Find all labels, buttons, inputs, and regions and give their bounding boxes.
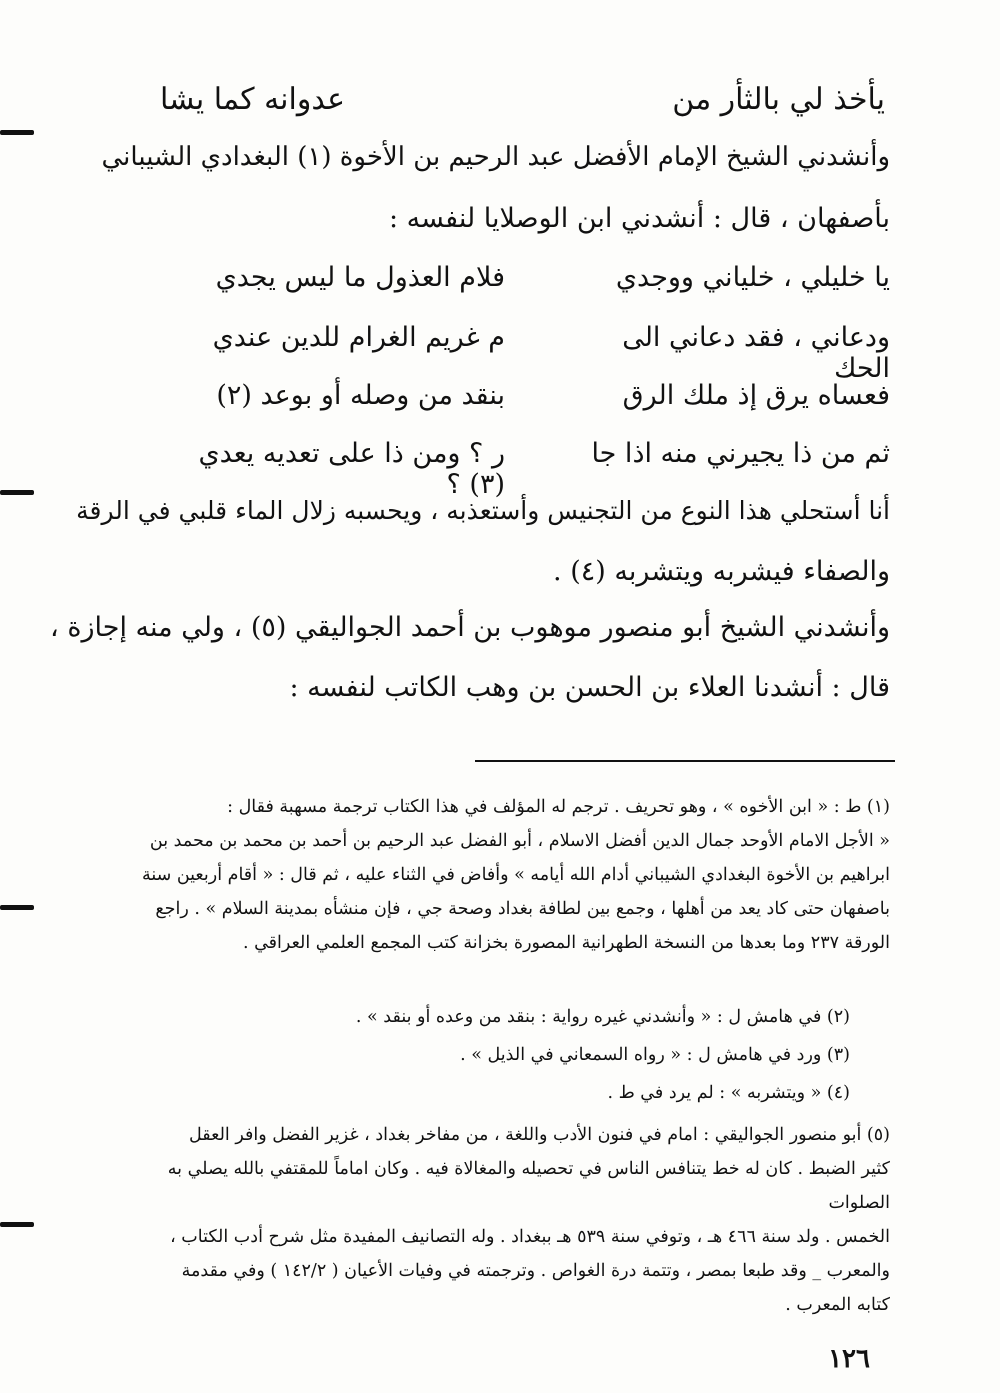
poem-hemistich-second: فلام العذول ما ليس يجدي (215, 262, 505, 293)
footnote-line: (١) ط : « ابن الأخوه » ، وهو تحريف . ترجم له المؤلف في هذا الكتاب ترجمة مسهبة فقال : (227, 797, 890, 817)
body-line: أنا أستحلي هذا النوع من التجنيس وأستعذبه ، ويحسبه زلال الماء قلبي في الرقة (76, 496, 890, 525)
poem-couplet (165, 322, 890, 384)
body-line: قال : أنشدنا العلاء بن الحسن بن وهب الكاتب لنفسه : (289, 672, 890, 703)
footnote-line: (٤) « ويتشربه » : لم يرد في ط . (607, 1083, 850, 1103)
poem-hemistich-second: ر ؟ ومن ذا على تعديه يعدي (٣) ؟ (198, 438, 505, 500)
poem-hemistich-first: ثم من ذا يجيرني منه اذا جا (591, 438, 890, 469)
poem-couplet (165, 262, 890, 293)
footnote-line: « الأجل الامام الأوحد جمال الدين أفضل الاسلام ، أبو الفضل عبد الرحيم بن أحمد بن محمد بن محمد بن (149, 831, 890, 851)
footnote-5 (110, 1118, 890, 1322)
body-line: بأصفهان ، قال : أنشدني ابن الوصلايا لنفسه : (388, 203, 890, 234)
poem-couplet (165, 380, 890, 411)
body-line: وأنشدني الشيخ الإمام الأفضل عبد الرحيم بن الأخوة (١) البغدادي الشيباني (101, 142, 890, 172)
poem-couplet (165, 438, 890, 500)
margin-mark (0, 130, 34, 135)
margin-mark (0, 490, 34, 495)
footnote-line: الخمس . ولد سنة ٤٦٦ هـ ، وتوفي سنة ٥٣٩ هـ ببغداد . وله التصانيف المفيدة مثل شرح أدب الكتاب ، (170, 1227, 890, 1247)
verse-hemistich-2: عدوانه كما يشا (160, 82, 345, 117)
poem-hemistich-first: ودعاني ، فقد دعاني الى الحك (622, 322, 890, 384)
poem-hemistich-second: بنقد من وصله أو بوعد (٢) (216, 380, 505, 411)
margin-mark (0, 905, 34, 910)
footnote-line: (٥) أبو منصور الجواليقي : امام في فنون الأدب واللغة ، من مفاخر بغداد ، غزير الفضل وافر العقل (189, 1125, 890, 1145)
footnote-line: كثير الضبط . كان له خط يتنافس الناس في تحصيله والمغالاة فيه . وكان اماماً للمقتفي بالله يصلي به الصلوات (167, 1159, 890, 1213)
margin-mark (0, 1222, 34, 1227)
verse-hemistich-1: يأخذ لي بالثأر من (672, 82, 885, 117)
poem-hemistich-second: م غريم الغرام للدين عندي (212, 322, 505, 353)
footnote-1 (110, 790, 890, 960)
footnote-2 (110, 1000, 890, 1034)
footnote-line: والمعرب _ وقد طبعا بمصر ، وتتمة درة الغواص . وترجمته في وفيات الأعيان ( ١٤٢/٢ ) وفي مقدمة (181, 1261, 890, 1281)
footnote-line: الورقة ٢٣٧ وما بعدها من النسخة الطهرانية المصورة بخزانة كتب المجمع العلمي العراقي . (242, 933, 890, 953)
poem-hemistich-first: يا خليلي ، خلياني ووجدي (615, 262, 890, 293)
opening-verse (160, 82, 885, 117)
footnote-line: (٣) ورد في هامش ل : « رواه السمعاني في الذيل » . (460, 1045, 850, 1065)
body-line: وأنشدني الشيخ أبو منصور موهوب بن أحمد الجواليقي (٥) ، ولي منه إجازة ، (50, 612, 890, 643)
footnote-3 (110, 1038, 890, 1072)
page-number: ١٢٦ (828, 1344, 870, 1374)
footnote-4 (110, 1076, 890, 1110)
footnote-line: كتابه المعرب . (785, 1295, 890, 1315)
footnote-separator (475, 760, 895, 762)
footnote-line: باصفهان حتى كاد يعد من أهلها ، وجمع بين لطافة بغداد وصحة جي ، فإن منشأه بمدينة السلام » . راجع (155, 899, 890, 919)
poem-hemistich-first: فعساه يرق إذ ملك الرق (622, 380, 890, 411)
body-line: والصفاء فيشربه ويتشربه (٤) . (553, 556, 890, 587)
footnote-line: (٢) في هامش ل : « وأنشدني غيره رواية : بنقد من وعده أو بنقد » . (355, 1007, 850, 1027)
footnote-line: ابراهيم بن الأخوة البغدادي الشيباني أدام الله أيامه » وأفاض في الثناء عليه ، ثم قال : « أقام أربعين سنة (141, 865, 890, 885)
